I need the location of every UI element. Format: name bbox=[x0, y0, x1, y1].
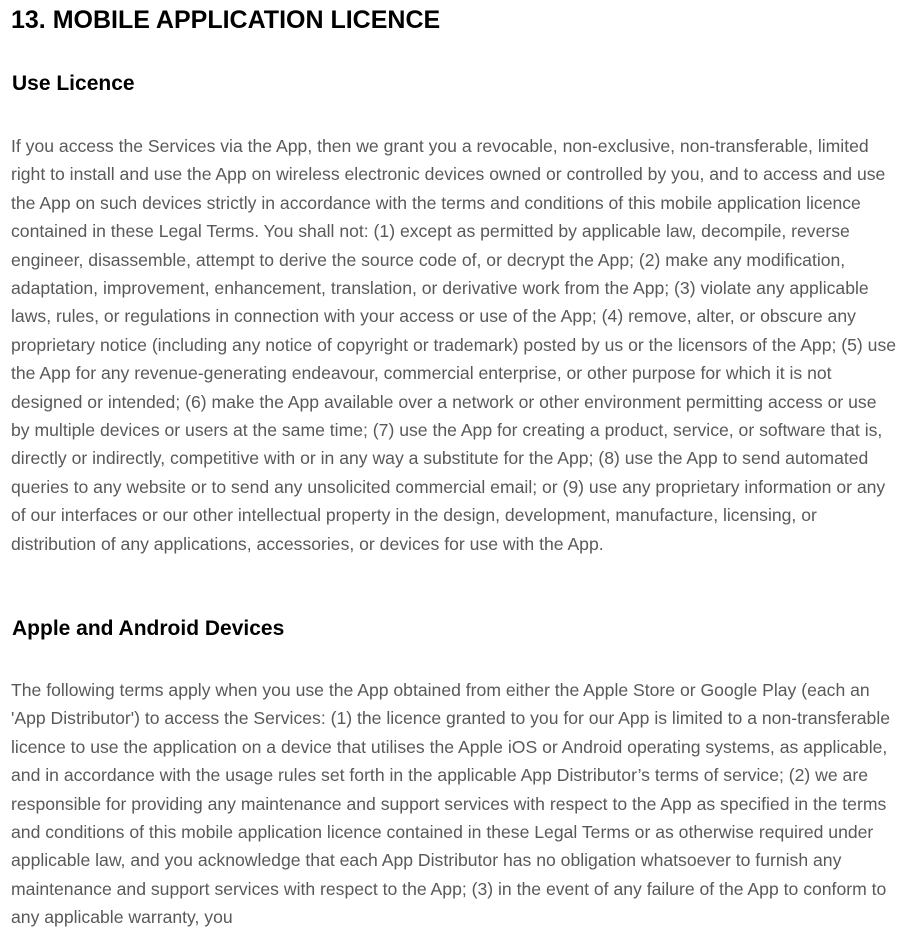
section-title: 13. MOBILE APPLICATION LICENCE bbox=[11, 6, 441, 34]
apple-android-devices-paragraph: The following terms apply when you use the App obtained from either the Apple Store or Google Play (each an 'App Distributor') to access the Services: (1) the licence granted to you for our App is limited to a non-transferable licence to use the application on a device that utilises the Apple iOS or Android operating systems, as applicable, and in accordance with the usage rules set forth in the applicable App Distributor’s terms of service; (2) we are responsible for providing any maintenance and support services with respect to the App as specified in the terms and conditions of this mobile application licence contained in these Legal Terms or as otherwise required under applicable law, and you acknowledge that each App Distributor has no obligation whatsoever to furnish any maintenance and support services with respect to the App; (3) in the event of any failure of the App to conform to any applicable warranty, you bbox=[11, 680, 891, 928]
use-licence-heading: Use Licence bbox=[12, 72, 135, 95]
apple-android-devices-heading: Apple and Android Devices bbox=[12, 617, 285, 640]
use-licence-paragraph: If you access the Services via the App, then we grant you a revocable, non-exclusive, non-transferable, limited right to install and use the App on wireless electronic devices owned or controlled by you, and to access and use the App on such devices strictly in accordance with the terms and conditions of this mobile application licence contained in these Legal Terms. You shall not: (1) except as permitted by applicable law, decompile, reverse engineer, disassemble, attempt to derive the source code of, or decrypt the App; (2) make any modification, adaptation, improvement, enhancement, translation, or derivative work from the App; (3) violate any applicable laws, rules, or regulations in connection with your access or use of the App; (4) remove, alter, or obscure any proprietary notice (including any notice of copyright or trademark) posted by us or the licensors of the App; (5) use the App for any revenue-generating endeavour, commercial enterprise, or other purpose for which it is not designed or intended; (6) make the App available over a network or other environment permitting access or use by multiple devices or users at the same time; (7) use the App for creating a product, service, or software that is, directly or indirectly, competitive with or in any way a substitute for the App; (8) use the App to send automated queries to any website or to send any unsolicited commercial email; or (9) use any proprietary information or any of our interfaces or our other intellectual property in the design, development, manufacture, licensing, or distribution of any applications, accessories, or devices for use with the App. bbox=[11, 136, 897, 554]
